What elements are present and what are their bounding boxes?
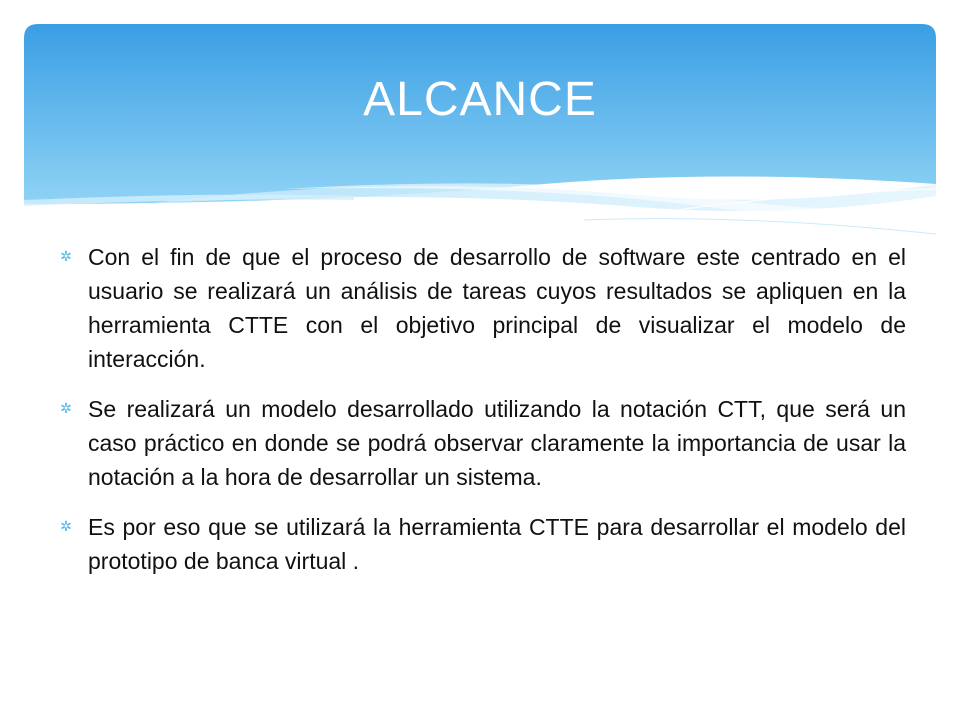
bullet-text: Se realizará un modelo desarrollado utilizando la notación CTT, que será un caso práctico en donde se podrá observar claramente la importancia de usar la notación a la hora de desarrollar un sistema. [88, 396, 906, 490]
asterisk-icon: ✲ [60, 400, 72, 416]
header-banner [24, 24, 936, 254]
asterisk-icon: ✲ [60, 518, 72, 534]
wave-background-graphic [24, 24, 936, 254]
bullet-item [56, 240, 906, 376]
bullet-item [56, 510, 906, 578]
bullet-list [56, 240, 906, 594]
asterisk-icon: ✲ [60, 248, 72, 264]
bullet-text: Con el fin de que el proceso de desarrollo de software este centrado en el usuario se realizará un análisis de tareas cuyos resultados se apliquen en la herramienta CTTE con el objetivo principal de visualizar el modelo de interacción. [88, 244, 906, 372]
bullet-item [56, 392, 906, 494]
bullet-text: Es por eso que se utilizará la herramienta CTTE para desarrollar el modelo del prototipo de banca virtual . [88, 514, 906, 574]
slide-title: ALCANCE [363, 73, 597, 126]
